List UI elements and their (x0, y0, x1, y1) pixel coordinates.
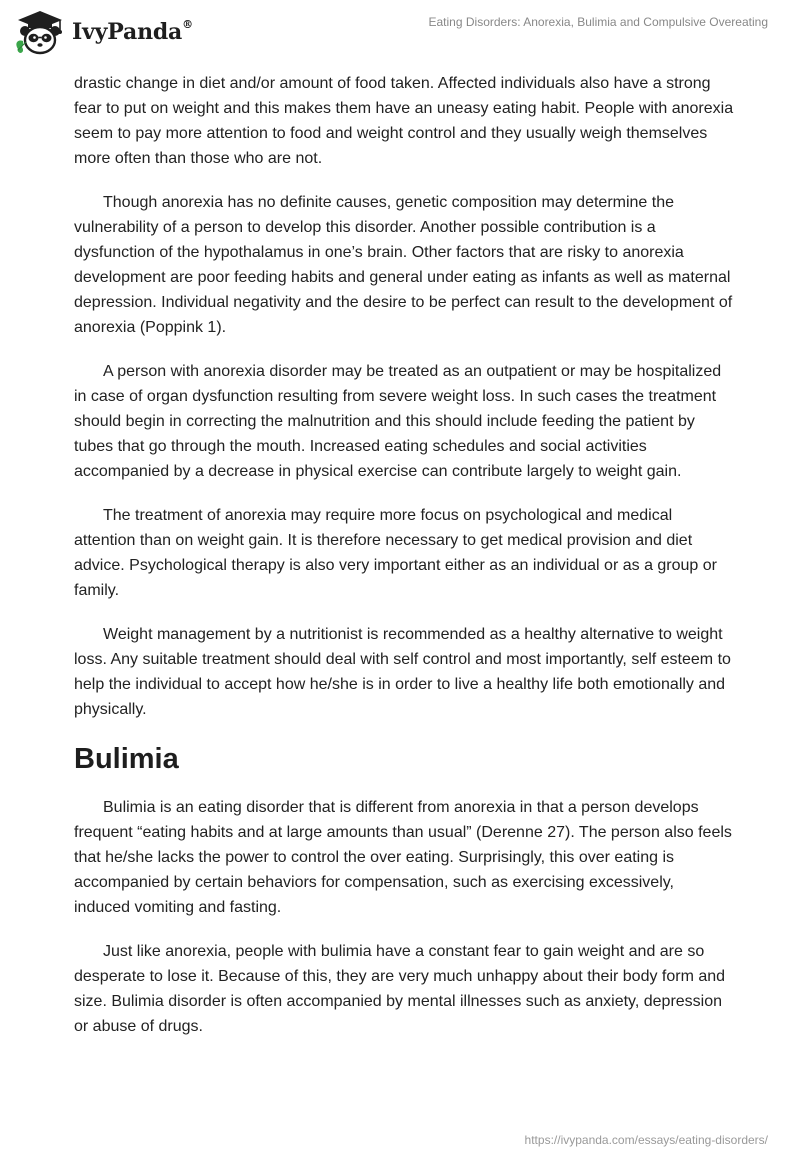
paragraph: Bulimia is an eating disorder that is different from anorexia in that a person develops frequent “eating habits and at large amounts than usual” (Derenne 27). The person also feels that he/she lacks the power to control the over eating. Surprisingly, this over eating is accompanied by certain behaviors for compensation, such as exercising excessively, induced vomiting and fasting. (74, 799, 732, 916)
paragraph: Weight management by a nutritionist is recommended as a healthy alternative to weight loss. Any suitable treatment should deal with self control and most importantly, self esteem to help the individual to accept how he/she is in order to live a healthy life both emotionally and physically. (74, 626, 731, 718)
paragraph: The treatment of anorexia may require more focus on psychological and medical attention than on weight gain. It is therefore necessary to get medical provision and diet advice. Psychological therapy is also very important either as an individual or as a group or family. (74, 507, 717, 599)
paragraph: A person with anorexia disorder may be treated as an outpatient or may be hospitalized in case of organ dysfunction resulting from severe weight loss. In such cases the treatment should begin in correcting the malnutrition and this should include feeding the patient by tubes that go through the mouth. Increased eating schedules and social activities accompanied by a decrease in physical exercise can contribute largely to weight gain. (74, 363, 722, 480)
paragraph: Just like anorexia, people with bulimia have a constant fear to gain weight and are so desperate to lose it. Because of this, they are very much unhappy about their body form and size. Bulimia disorder is often accompanied by mental illnesses such as anxiety, depression or abuse of drugs. (74, 943, 726, 1035)
page-header (0, 0, 800, 70)
brand-name: IvyPanda® (72, 17, 193, 45)
source-url-link[interactable]: https://ivypanda.com/essays/eating-disorders/ (524, 1133, 768, 1147)
panda-icon (14, 9, 66, 55)
ivypanda-logo[interactable] (14, 8, 193, 56)
essay-content (74, 71, 734, 1058)
paragraph: Though anorexia has no definite causes, genetic composition may determine the vulnerability of a person to develop this disorder. Another possible contribution is a dysfunction of the hypothalamus in one’s brain. Other factors that are risky to anorexia development are poor feeding habits and general under eating as infants as well as maternal depression. Individual negativity and the desire to be perfect can result to the development of anorexia (Poppink 1). (74, 194, 733, 336)
running-title: Eating Disorders: Anorexia, Bulimia and Compulsive Overeating (428, 15, 768, 29)
section-heading-bulimia: Bulimia (74, 743, 179, 775)
paragraph: drastic change in diet and/or amount of food taken. Affected individuals also have a strong fear to put on weight and this makes them have an uneasy eating habit. People with anorexia seem to pay more attention to food and weight control and they usually weigh themselves more often than those who are not. (74, 75, 734, 167)
registered-mark: ® (182, 17, 193, 31)
